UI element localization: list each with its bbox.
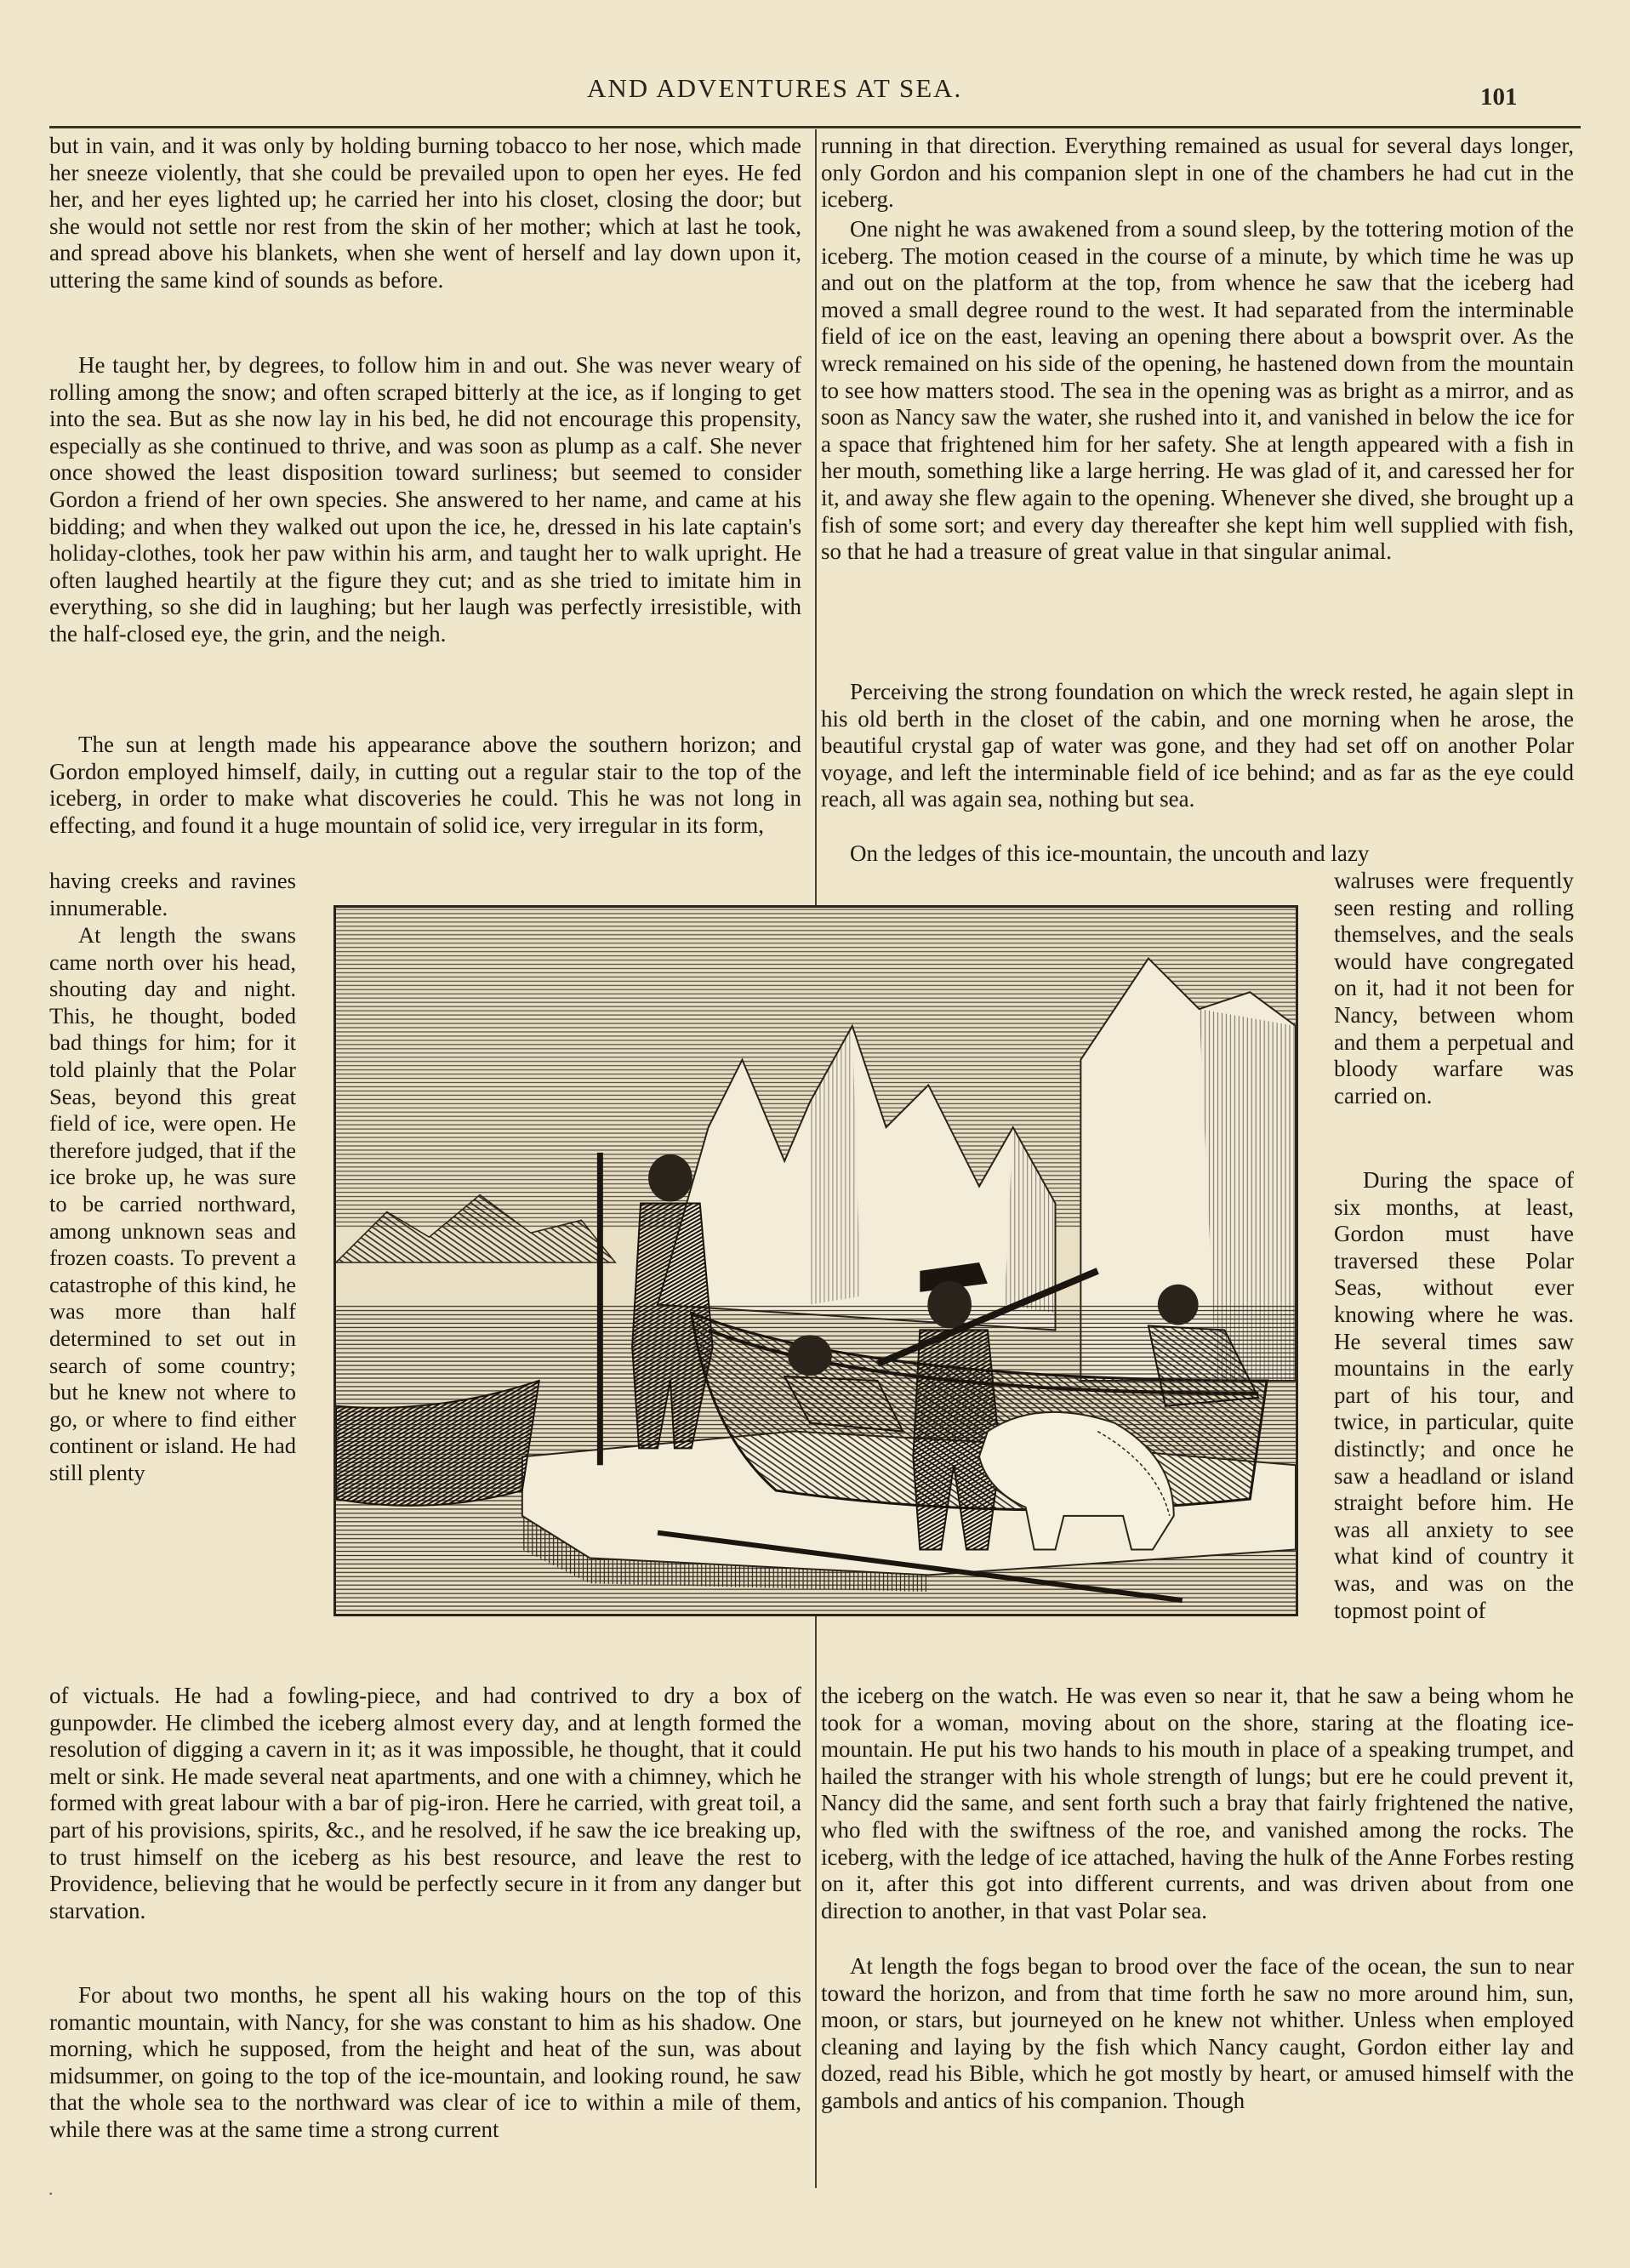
left-paragraph-5: For about two months, he spent all his waking hours on the top of this romantic mountain, with Nancy, for she was constant to him as his shadow. One morning, which he supposed, from the height and heat of the sun, was about midsummer, on going to the top of the ice-mountain, and looking round, he saw that the whole sea to the northward was clear of ice to within a mile of them, while there was at the same time a strong current: [49, 1982, 801, 2142]
left-paragraph-4-continued: of victuals. He had a fowling-piece, and had contrived to dry a box of gunpowder. He climbed the iceberg almost every day, and at length formed the resolution of digging a cavern in it; as it was impossible, he thought, that it could melt or sink. He made several neat apartments, and one with a chimney, which he formed with great labour with a bar of pig-iron. Here he carried, with great toil, a part of his provisions, spirits, &c., and he resolved, if he saw the ice breaking up, to trust himself on the iceberg as his best resource, and leave the rest to Providence, believing that he would be perfectly secure in it from any danger but starvation.: [49, 1683, 801, 1923]
engraving-illustration: [333, 905, 1298, 1616]
running-title: AND ADVENTURES AT SEA.: [587, 73, 963, 103]
left-paragraph-1: but in vain, and it was only by holding burning tobacco to her nose, which made her sneeze violently, that she could be prevailed upon to open her eyes. He fed her, and her eyes lighted up; he carried her into his closet, closing the door; but she would not settle nor rest from the skin of her mother; which at last he took, and spread above his blankets, when she went of herself and lay down upon it, uttering the same kind of sounds as before.: [49, 133, 801, 293]
left-paragraph-3-continued: having creeks and ravines innumerable.: [49, 868, 296, 920]
right-paragraph-6: At length the fogs began to brood over the face of the ocean, the sun to near toward the horizon, and from that time forth he saw no more around him, sun, moon, or stars, but journeyed on he knew not whither. Unless when employed cleaning and laying by the fish which Nancy caught, Gordon either lay and dozed, read his Bible, which he got mostly by heart, or amused himself with the gambols and antics of his companion. Though: [821, 1953, 1574, 2113]
right-paragraph-4-continued: walruses were frequently seen resting and rolling themselves, and the seals would have congregated on it, had it not been for Nancy, between whom and them a perpetual and bloody warfare was carried on.: [1334, 868, 1574, 1108]
page-number: 101: [1480, 83, 1518, 111]
right-paragraph-5-continued: the iceberg on the watch. He was even so near it, that he saw a being whom he took for a woman, moving about on the shore, staring at the floating ice-mountain. He put his two hands to his mouth in place of a speaking trumpet, and hailed the stranger with his whole strength of lungs; but ere he could prevent it, Nancy did the same, and sent forth such a bray that fairly frightened the native, who fled with the swiftness of the roe, and vanished among the rocks. The iceberg, with the ledge of ice attached, having the hulk of the Anne Forbes resting on it, after this got into different currents, and was driven about from one direction to another, in that vast Polar sea.: [821, 1683, 1574, 1923]
page-header: [0, 66, 1630, 109]
right-paragraph-1: running in that direction. Everything remained as usual for several days longer, only Gordon and his companion slept in one of the chambers he had cut in the iceberg.: [821, 133, 1574, 213]
right-paragraph-3: Perceiving the strong foundation on which the wreck rested, he again slept in his old berth in the closet of the cabin, and one morning when he arose, the beautiful crystal gap of water was gone, and they had set off on another Polar voyage, and left the interminable field of ice behind; and as far as the eye could reach, all was again sea, nothing but sea.: [821, 679, 1574, 812]
header-rule: [49, 126, 1581, 128]
left-paragraph-3: The sun at length made his appearance above the southern horizon; and Gordon employed himself, daily, in cutting out a regular stair to the top of the iceberg, in order to make what discoveries he could. This he was not long in effecting, and found it a huge mountain of solid ice, very irregular in its form,: [49, 732, 801, 838]
right-paragraph-4: On the ledges of this ice-mountain, the uncouth and lazy: [850, 841, 1370, 866]
left-paragraph-4: At length the swans came north over his head, shouting day and night. This, he thought, boded bad things for him; for it told plainly that the Polar Seas, beyond this great field of ice, were open. He therefore judged, that if the ice broke up, he was sure to be carried northward, among unknown seas and frozen coasts. To prevent a catastrophe of this kind, he was more than half determined to set out in search of some country; but he knew not where to go, or where to find either continent or island. He had still plenty: [49, 922, 296, 1485]
right-paragraph-2: One night he was awakened from a sound sleep, by the tottering motion of the iceberg. The motion ceased in the course of a minute, by which time he was up and out on the platform at the top, from whence he saw that the iceberg had moved a small degree round to the west. It had separated from the interminable field of ice on the east, leaving an opening there about a bowsprit over. As the wreck remained on his side of the opening, he hastened down from the mountain to see how matters stood. The sea in the opening was as bright as a mirror, and as soon as Nancy saw the water, she rushed into it, and vanished in below the ice for a space that frightened him for her safety. She at length appeared with a fish in her mouth, something like a large herring. He was glad of it, and caressed her for it, and away she flew again to the opening. Whenever she dived, she brought up a fish of some sort; and every day thereafter she kept him well supplied with fish, so that he had a treasure of great value in that singular animal.: [821, 216, 1574, 565]
left-paragraph-2: He taught her, by degrees, to follow him in and out. She was never weary of rolling among the snow; and often scraped bitterly at the ice, as if longing to get into the sea. But as she now lay in his bed, he did not encourage this propensity, especially as she continued to thrive, and was soon as plump as a calf. She never once showed the least disposition toward surliness; but seemed to consider Gordon a friend of her own species. She answered to her name, and came at his bidding; and when they walked out upon the ice, he, dressed in his late captain's holiday-clothes, took her paw within his arm, and taught her to walk upright. He often laughed heartily at the figure they cut; and as she tried to imitate him in everything, so she did in laughing; but her laugh was perfectly irresistible, with the half-closed eye, the grin, and the neigh.: [49, 352, 801, 647]
right-paragraph-5: During the space of six months, at least, Gordon must have traversed these Polar Seas, without ever knowing where he was. He several times saw mountains in the early part of his tour, and twice, in particular, quite distinctly; and once he saw a headland or island straight before him. He was all anxiety to see what kind of country it was, and was on the topmost point of: [1334, 1167, 1574, 1623]
corner-mark: ·: [48, 2183, 54, 2204]
iceberg-scene: [336, 908, 1296, 1614]
